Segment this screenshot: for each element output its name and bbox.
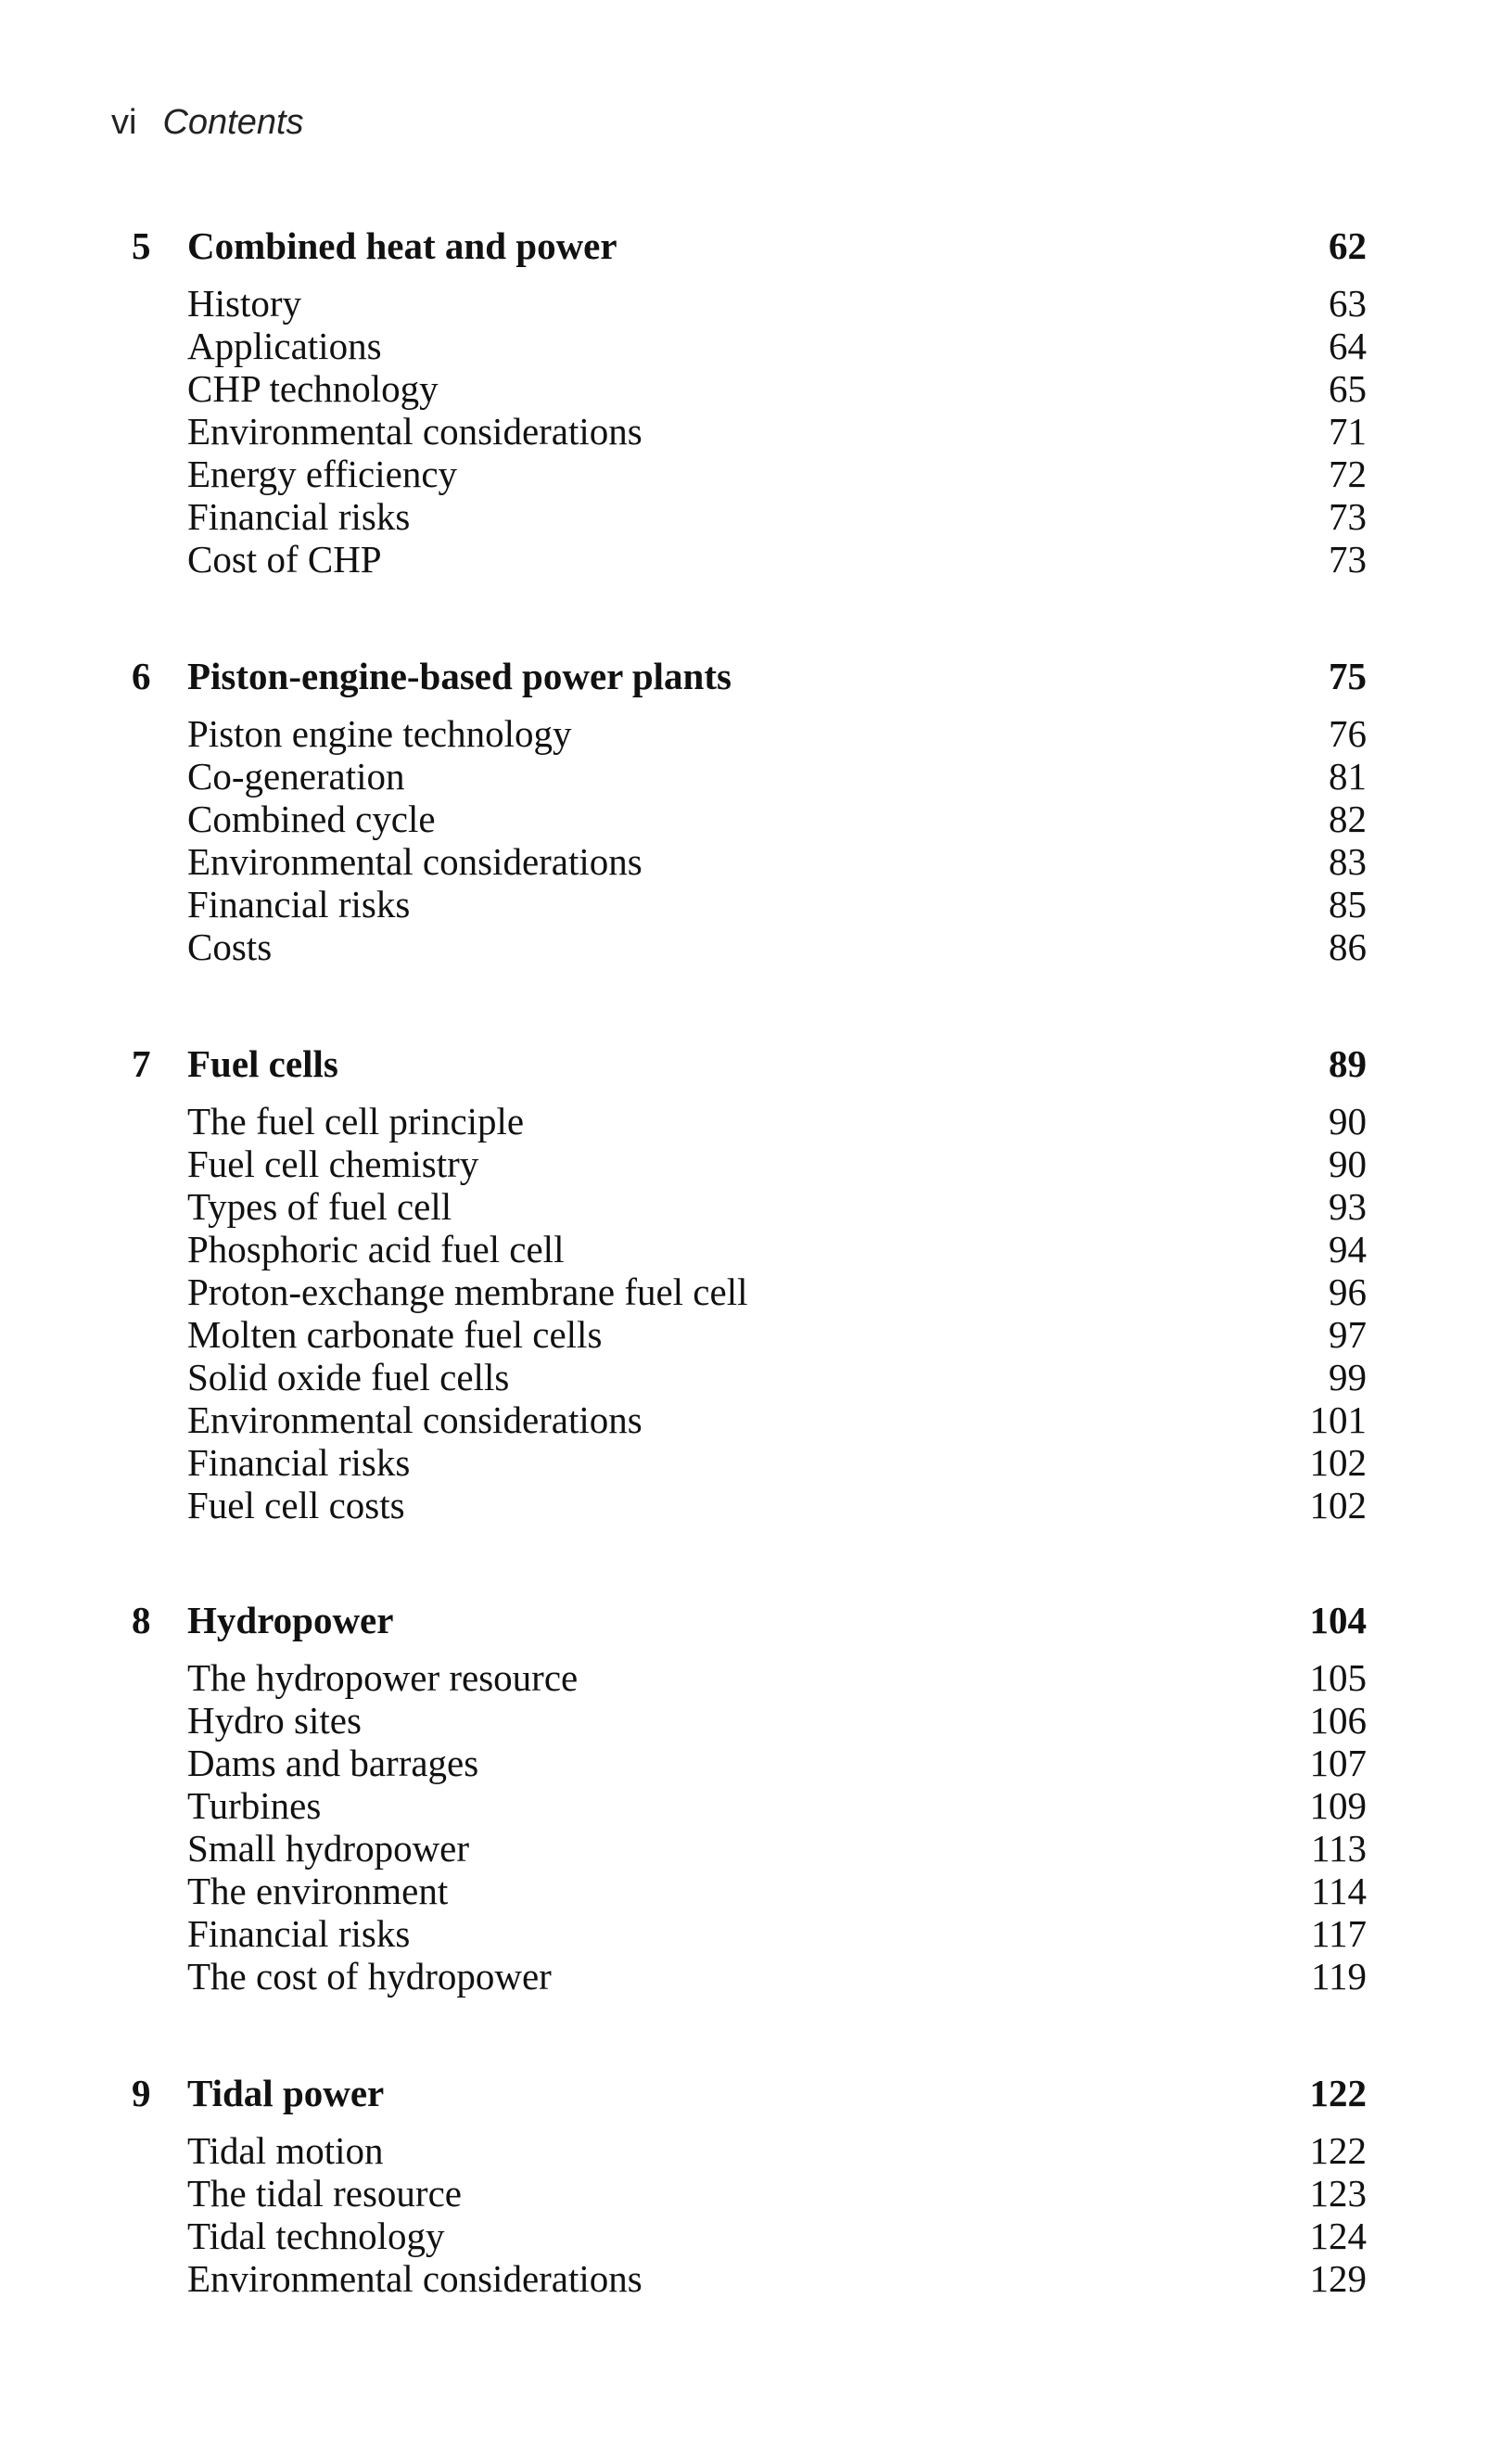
toc-entry[interactable]: [0, 453, 1489, 495]
chapter-heading[interactable]: [0, 219, 1489, 273]
entry-title: The fuel cell principle: [187, 1100, 525, 1143]
chapter-page-number: 104: [1309, 1599, 1367, 1641]
entry-title: Proton-exchange membrane fuel cell: [187, 1270, 748, 1313]
page-folio: vi: [111, 103, 137, 142]
entry-page-number: 102: [1309, 1484, 1367, 1526]
entry-page-number: 96: [1329, 1270, 1367, 1313]
entry-page-number: 90: [1329, 1143, 1367, 1185]
toc-entry[interactable]: [0, 1827, 1489, 1870]
toc-entry[interactable]: [0, 1484, 1489, 1526]
entry-page-number: 94: [1329, 1228, 1367, 1270]
entry-title: Cost of CHP: [187, 538, 382, 581]
entry-page-number: 99: [1329, 1356, 1367, 1398]
entry-page-number: 86: [1329, 926, 1367, 968]
toc-entry[interactable]: [0, 367, 1489, 410]
chapter-title: Piston-engine-based power plants: [187, 655, 732, 697]
entry-page-number: 129: [1309, 2257, 1367, 2300]
entry-page-number: 113: [1311, 1827, 1367, 1870]
entry-page-number: 72: [1329, 453, 1367, 495]
toc-entry[interactable]: [0, 1912, 1489, 1955]
toc-entry[interactable]: [0, 1143, 1489, 1185]
entry-page-number: 76: [1329, 712, 1367, 755]
toc-entry[interactable]: [0, 1699, 1489, 1742]
toc-entry[interactable]: [0, 712, 1489, 755]
entry-title: Costs: [187, 926, 273, 968]
toc-entry[interactable]: [0, 538, 1489, 581]
entry-page-number: 119: [1311, 1955, 1367, 1998]
entry-title: Financial risks: [187, 495, 411, 538]
entry-title: Hydro sites: [187, 1699, 362, 1742]
entry-page-number: 90: [1329, 1100, 1367, 1143]
entry-page-number: 105: [1309, 1656, 1367, 1699]
toc-entry[interactable]: [0, 883, 1489, 926]
entry-title: Environmental considerations: [187, 1398, 643, 1441]
toc-entry[interactable]: [0, 1313, 1489, 1356]
entry-page-number: 102: [1309, 1441, 1367, 1484]
chapter-page-number: 62: [1329, 224, 1367, 267]
entry-title: Types of fuel cell: [187, 1185, 452, 1228]
section-list: [0, 282, 1489, 581]
chapter-title: Fuel cells: [187, 1042, 338, 1085]
entry-title: History: [187, 282, 301, 325]
running-head-title: Contents: [162, 103, 304, 142]
entry-title: Turbines: [187, 1784, 322, 1827]
entry-page-number: 97: [1329, 1313, 1367, 1356]
toc-entry[interactable]: [0, 2257, 1489, 2300]
toc-entry[interactable]: [0, 1356, 1489, 1398]
entry-page-number: 82: [1329, 798, 1367, 840]
entry-page-number: 73: [1329, 495, 1367, 538]
entry-title: Applications: [187, 325, 382, 367]
entry-page-number: 85: [1329, 883, 1367, 926]
entry-page-number: 107: [1309, 1742, 1367, 1784]
entry-page-number: 117: [1311, 1912, 1367, 1955]
chapter-7: [0, 1037, 1489, 1526]
chapter-heading[interactable]: [0, 649, 1489, 703]
chapter-number: 5: [132, 224, 151, 267]
toc-entry[interactable]: [0, 1398, 1489, 1441]
entry-page-number: 106: [1309, 1699, 1367, 1742]
entry-title: Financial risks: [187, 1912, 411, 1955]
section-list: [0, 1100, 1489, 1526]
chapter-9: [0, 2066, 1489, 2300]
section-list: [0, 2129, 1489, 2300]
toc-entry[interactable]: [0, 798, 1489, 840]
chapter-number: 6: [132, 655, 151, 697]
entry-page-number: 93: [1329, 1185, 1367, 1228]
entry-title: Dams and barrages: [187, 1742, 479, 1784]
entry-page-number: 109: [1309, 1784, 1367, 1827]
entry-title: The environment: [187, 1870, 449, 1912]
toc-entry[interactable]: [0, 1441, 1489, 1484]
entry-title: Financial risks: [187, 883, 411, 926]
chapter-number: 8: [132, 1599, 151, 1641]
entry-title: Environmental considerations: [187, 840, 643, 883]
chapter-heading[interactable]: [0, 1593, 1489, 1647]
entry-page-number: 63: [1329, 282, 1367, 325]
toc-entry[interactable]: [0, 2215, 1489, 2257]
entry-page-number: 81: [1329, 755, 1367, 798]
chapter-8: [0, 1593, 1489, 1998]
entry-title: The cost of hydropower: [187, 1955, 552, 1998]
toc-entry[interactable]: [0, 1100, 1489, 1143]
toc-entry[interactable]: [0, 1185, 1489, 1228]
chapter-5: [0, 219, 1489, 581]
entry-title: Fuel cell chemistry: [187, 1143, 479, 1185]
toc-entry[interactable]: [0, 1784, 1489, 1827]
entry-title: Environmental considerations: [187, 2257, 643, 2300]
chapter-page-number: 122: [1309, 2072, 1367, 2114]
entry-title: Combined cycle: [187, 798, 436, 840]
chapter-title: Hydropower: [187, 1599, 394, 1641]
chapter-number: 9: [132, 2072, 151, 2114]
entry-page-number: 83: [1329, 840, 1367, 883]
chapter-title: Tidal power: [187, 2072, 385, 2114]
entry-title: Piston engine technology: [187, 712, 572, 755]
toc-entry[interactable]: [0, 410, 1489, 453]
entry-page-number: 101: [1309, 1398, 1367, 1441]
entry-title: Phosphoric acid fuel cell: [187, 1228, 565, 1270]
entry-page-number: 124: [1309, 2215, 1367, 2257]
chapter-heading[interactable]: [0, 2066, 1489, 2120]
entry-title: The hydropower resource: [187, 1656, 579, 1699]
entry-title: Energy efficiency: [187, 453, 458, 495]
toc-entry[interactable]: [0, 1228, 1489, 1270]
toc-entry[interactable]: [0, 1955, 1489, 1998]
toc-entry[interactable]: [0, 282, 1489, 325]
section-list: [0, 712, 1489, 968]
chapter-title: Combined heat and power: [187, 224, 617, 267]
toc-entry[interactable]: [0, 1270, 1489, 1313]
section-list: [0, 1656, 1489, 1998]
chapter-number: 7: [132, 1042, 151, 1085]
toc-entry[interactable]: [0, 840, 1489, 883]
chapter-page-number: 89: [1329, 1042, 1367, 1085]
toc-entry[interactable]: [0, 2129, 1489, 2172]
entry-title: Tidal motion: [187, 2129, 384, 2172]
entry-page-number: 123: [1309, 2172, 1367, 2215]
entry-page-number: 73: [1329, 538, 1367, 581]
entry-title: Tidal technology: [187, 2215, 445, 2257]
chapter-heading[interactable]: [0, 1037, 1489, 1091]
toc-entry[interactable]: [0, 2172, 1489, 2215]
entry-title: Molten carbonate fuel cells: [187, 1313, 603, 1356]
toc-entry[interactable]: [0, 1656, 1489, 1699]
entry-title: Small hydropower: [187, 1827, 470, 1870]
entry-title: Solid oxide fuel cells: [187, 1356, 510, 1398]
entry-title: The tidal resource: [187, 2172, 462, 2215]
toc-entry[interactable]: [0, 926, 1489, 968]
toc-entry[interactable]: [0, 755, 1489, 798]
toc-entry[interactable]: [0, 495, 1489, 538]
toc-entry[interactable]: [0, 325, 1489, 367]
entry-page-number: 64: [1329, 325, 1367, 367]
toc-entry[interactable]: [0, 1870, 1489, 1912]
entry-page-number: 114: [1311, 1870, 1367, 1912]
entry-title: Financial risks: [187, 1441, 411, 1484]
chapter-6: [0, 649, 1489, 968]
chapter-page-number: 75: [1329, 655, 1367, 697]
entry-page-number: 71: [1329, 410, 1367, 453]
entry-title: Co-generation: [187, 755, 405, 798]
entry-page-number: 65: [1329, 367, 1367, 410]
entry-page-number: 122: [1309, 2129, 1367, 2172]
entry-title: Fuel cell costs: [187, 1484, 405, 1526]
entry-title: Environmental considerations: [187, 410, 643, 453]
running-head: [111, 100, 304, 145]
toc-entry[interactable]: [0, 1742, 1489, 1784]
entry-title: CHP technology: [187, 367, 439, 410]
